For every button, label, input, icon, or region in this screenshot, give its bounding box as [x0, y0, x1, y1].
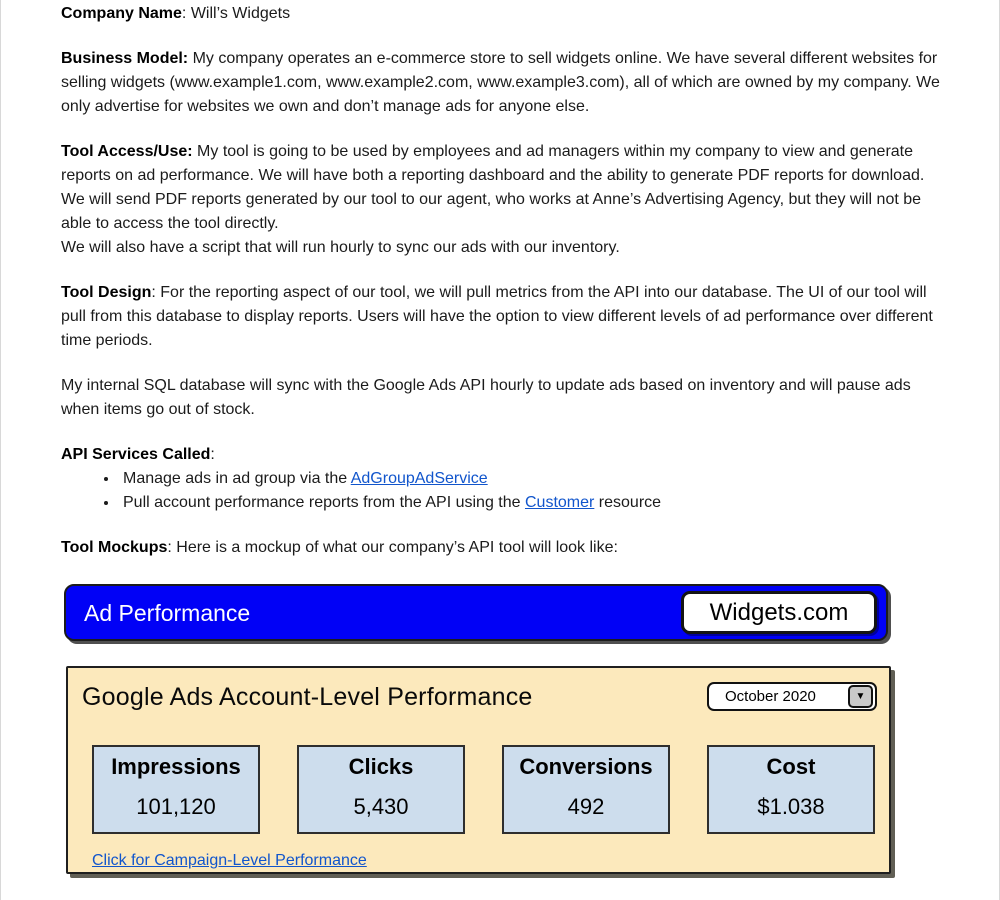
- list-item-customer: [119, 491, 944, 515]
- metric-value: 101,120: [136, 794, 216, 819]
- campaign-level-link[interactable]: Click for Campaign-Level Performance: [92, 852, 367, 869]
- tool-access-label: Tool Access/Use:: [61, 143, 193, 160]
- bullet-text: resource: [594, 494, 662, 511]
- panel-link-row: [92, 849, 877, 873]
- api-services-label: API Services Called: [61, 446, 211, 463]
- tool-design-label: Tool Design: [61, 284, 152, 301]
- widgets-site-button[interactable]: [681, 591, 877, 634]
- company-name-value: : Will’s Widgets: [181, 5, 291, 22]
- document-body: [1, 0, 999, 874]
- metric-value: 492: [567, 794, 605, 819]
- date-range-dropdown[interactable]: [707, 682, 877, 711]
- date-range-value: October 2020: [725, 687, 816, 705]
- metric-label: Impressions: [111, 754, 241, 779]
- tool-design-text: : For the reporting aspect of our tool, we will pull metrics from the API into our database. The UI of our tool will pull from this database to display reports. Users will have the option to view different levels of ad performance over different time periods.: [61, 284, 933, 349]
- paragraph-tool-access: [61, 140, 944, 260]
- business-model-label: Business Model:: [61, 50, 189, 67]
- api-services-colon: :: [210, 446, 215, 463]
- metric-card-row: [92, 745, 875, 834]
- metric-label: Conversions: [519, 754, 653, 779]
- tool-access-text: My tool is going to be used by employees and ad managers within my company to view and generate reports on ad performance. We will have both a reporting dashboard and the ability to generate PDF reports for download. We will send PDF reports generated by our tool to our agent, who works at Anne’s Advertising Agency, but they will not be able to access the tool directly.: [61, 143, 925, 232]
- metric-value: 5,430: [353, 794, 409, 819]
- caret-down-icon: ▼: [855, 690, 866, 702]
- list-item-adgroupadservice: [119, 467, 944, 491]
- tool-mockups-text: : Here is a mockup of what our company’s API tool will look like:: [167, 539, 618, 556]
- metric-card-clicks: [297, 745, 465, 834]
- paragraph-api-services: [61, 443, 944, 467]
- paragraph-tool-design: [61, 281, 944, 353]
- ad-performance-header-bar: [64, 584, 888, 641]
- business-model-text: My company operates an e-commerce store to sell widgets online. We have several different websites for selling widgets (www.example1.com, www.example2.com, www.example3.com), all of which are owned by my company. We only advertise for websites we own and don’t manage ads for anyone else.: [61, 50, 940, 115]
- sql-sync-text: My internal SQL database will sync with the Google Ads API hourly to update ads based on inventory and will pause ads when items go out of stock.: [61, 377, 911, 418]
- adgroupadservice-link[interactable]: AdGroupAdService: [350, 470, 488, 487]
- paragraph-tool-mockups: [61, 536, 944, 560]
- widgets-site-button-label: Widgets.com: [709, 598, 849, 626]
- metric-card-cost: [707, 745, 875, 834]
- paragraph-company-name: [61, 2, 944, 26]
- paragraph-business-model: [61, 47, 944, 119]
- bullet-text: Manage ads in ad group via the: [123, 470, 351, 487]
- tool-mockups-label: Tool Mockups: [61, 539, 168, 556]
- metric-value: $1.038: [757, 794, 825, 819]
- metric-card-conversions: [502, 745, 670, 834]
- tool-access-line2: We will also have a script that will run hourly to sync our ads with our inventory.: [61, 239, 620, 256]
- dropdown-caret-button[interactable]: [848, 685, 873, 708]
- metric-card-impressions: [92, 745, 260, 834]
- company-name-label: Company Name: [61, 5, 182, 22]
- panel-title: Google Ads Account-Level Performance: [82, 682, 533, 711]
- customer-link[interactable]: Customer: [524, 494, 595, 511]
- metric-label: Clicks: [348, 754, 414, 779]
- ad-performance-title: Ad Performance: [84, 599, 251, 626]
- account-performance-panel: [66, 666, 891, 874]
- panel-header: [82, 682, 877, 711]
- bullet-text: Pull account performance reports from the API using the: [123, 494, 525, 511]
- metric-label: Cost: [766, 754, 816, 779]
- api-services-list: [61, 467, 944, 515]
- paragraph-sql-sync: [61, 374, 944, 422]
